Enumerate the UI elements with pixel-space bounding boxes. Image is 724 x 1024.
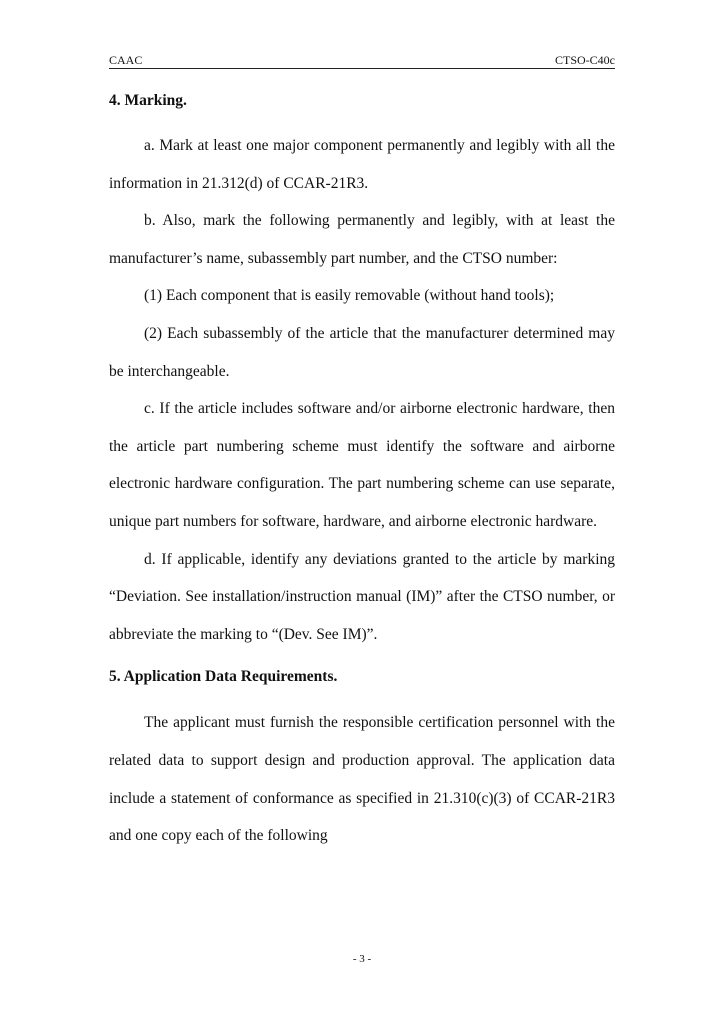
page-number: - 3 - (352, 953, 372, 965)
marking-item-a: a. Mark at least one major component permanently and legibly with all the information in 21.312(d) of CCAR-21R3. (109, 137, 615, 192)
marking-item-d: d. If applicable, identify any deviations granted to the article by marking “Deviation. See installation/instruction manual (IM)” after the CTSO number, or abbreviate the marking to “(Dev. See IM)”. (109, 550, 615, 643)
page-header (109, 53, 615, 69)
application-data-paragraph: The applicant must furnish the responsible certification personnel with the related data to support design and production approval. The application data include a statement of conformance as specified in 21.310(c)(3) of CCAR-21R3 and one copy each of the following (109, 714, 615, 845)
marking-item-b: b. Also, mark the following permanently and legibly, with at least the manufacturer’s name, subassembly part number, and the CTSO number: (109, 212, 615, 267)
section-5-heading: 5. Application Data Requirements. (109, 668, 338, 686)
marking-item-c: c. If the article includes software and/or airborne electronic hardware, then the article part numbering scheme must identify the software and airborne electronic hardware configuration. The part numbering scheme can use separate, unique part numbers for software, hardware, and airborne electronic hardware. (109, 400, 615, 530)
section-4-heading: 4. Marking. (109, 92, 187, 109)
marking-item-b1: (1) Each component that is easily removable (without hand tools); (144, 287, 555, 305)
document-body (109, 91, 615, 855)
header-document-id: CTSO-C40c (555, 53, 615, 67)
header-left-label: CAAC (109, 53, 143, 67)
marking-item-b2: (2) Each subassembly of the article that the manufacturer determined may be interchangeable. (109, 324, 615, 380)
